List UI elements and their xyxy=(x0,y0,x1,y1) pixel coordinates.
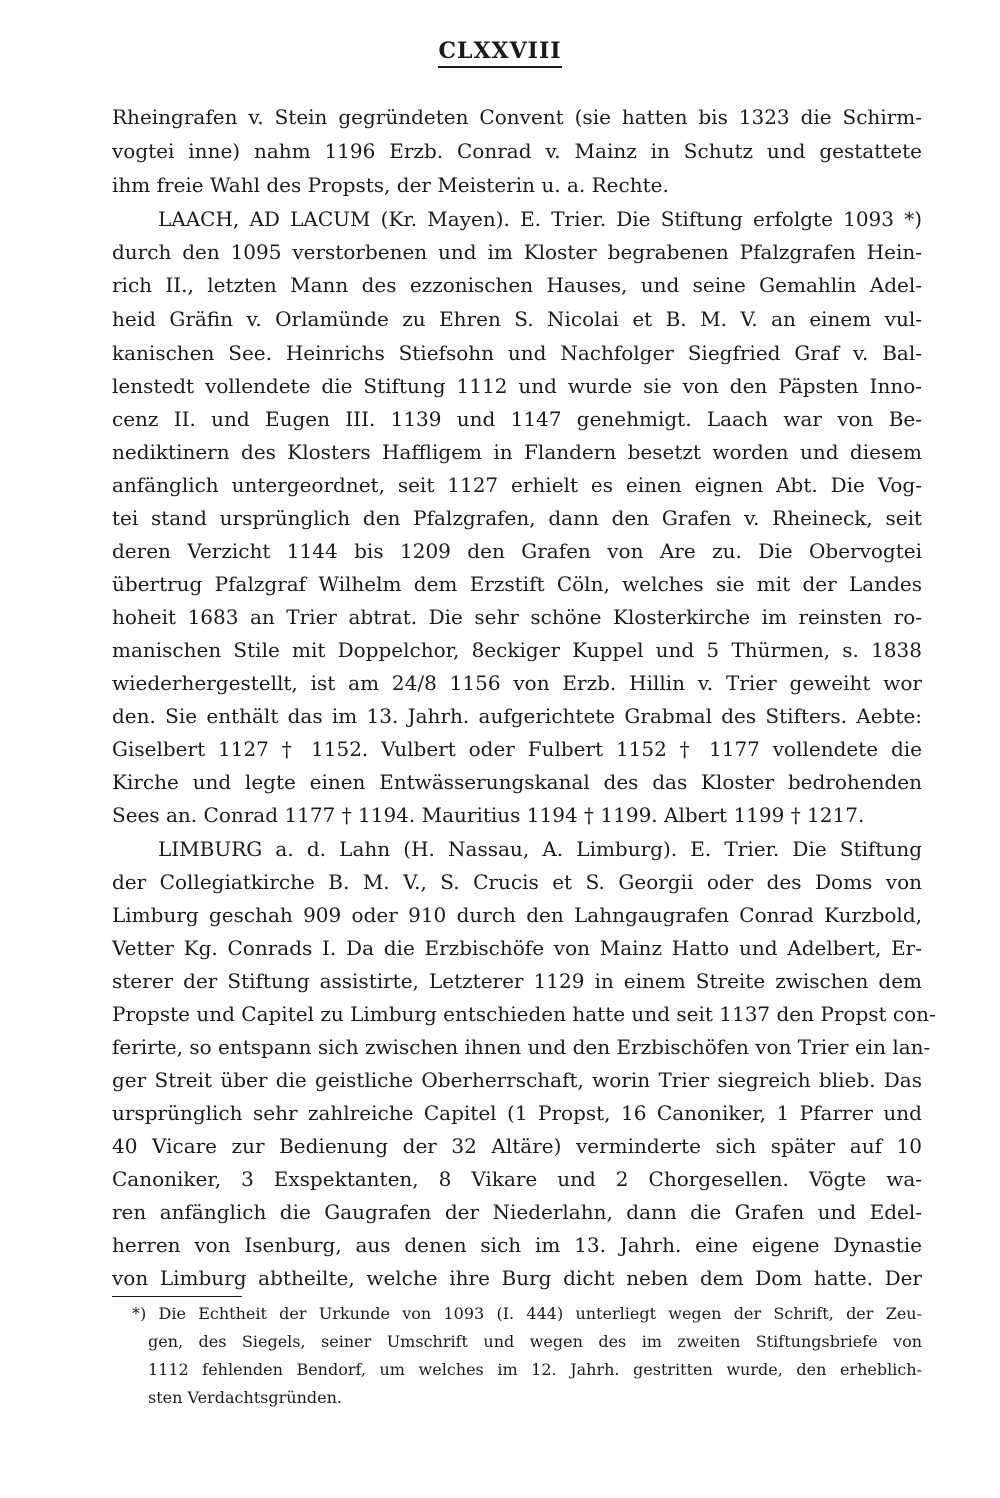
text-line: rich II., letzten Mann des ezzonischen Hauses, und seine Gemahlin Adel- xyxy=(112,273,922,297)
text-line: Canoniker, 3 Exspektanten, 8 Vikare und 2 Chorgesellen. Vögte wa- xyxy=(112,1167,922,1191)
text-line: durch den 1095 verstorbenen und im Kloster begrabenen Pfalzgrafen Hein- xyxy=(112,240,922,264)
text-line: der Collegiatkirche B. M. V., S. Crucis et S. Georgii oder des Doms von xyxy=(112,870,922,894)
text-line: Rheingrafen v. Stein gegründeten Convent (sie hatten bis 1323 die Schirm- xyxy=(112,105,922,129)
text-line: LIMBURG a. d. Lahn (H. Nassau, A. Limburg). E. Trier. Die Stiftung xyxy=(158,837,922,861)
text-line: Giselbert 1127 † 1152. Vulbert oder Fulbert 1152 † 1177 vollendete die xyxy=(112,737,922,761)
text-line: ihm freie Wahl des Propsts, der Meisterin u. a. Rechte. xyxy=(112,173,669,197)
footnote-divider xyxy=(112,1296,242,1297)
text-line: sterer der Stiftung assistirte, Letzterer 1129 in einem Streite zwischen dem xyxy=(112,969,922,993)
text-line: LAACH, AD LACUM (Kr. Mayen). E. Trier. Die Stiftung erfolgte 1093 *) xyxy=(158,207,922,231)
text-line: Kirche und legte einen Entwässerungskanal des das Kloster bedrohenden xyxy=(112,770,922,794)
text-line: tei stand ursprünglich den Pfalzgrafen, dann den Grafen v. Rheineck, seit xyxy=(112,506,922,530)
footnote-line: sten Verdachtsgründen. xyxy=(148,1388,342,1407)
text-line: ferirte, so entspann sich zwischen ihnen und den Erzbischöfen von Trier ein lan- xyxy=(112,1035,931,1059)
text-line: vogtei inne) nahm 1196 Erzb. Conrad v. Mainz in Schutz und gestattete xyxy=(112,139,922,163)
text-line: cenz II. und Eugen III. 1139 und 1147 genehmigt. Laach war von Be- xyxy=(112,407,922,431)
text-line: lenstedt vollendete die Stiftung 1112 und wurde sie von den Päpsten Inno- xyxy=(112,374,922,398)
text-line: 40 Vicare zur Bedienung der 32 Altäre) verminderte sich später auf 10 xyxy=(112,1134,922,1158)
text-line: nediktinern des Klosters Haffligem in Flandern besetzt worden und diesem xyxy=(112,440,922,464)
footnote-line: gen, des Siegels, seiner Umschrift und wegen des im zweiten Stiftungsbriefe von xyxy=(148,1332,922,1351)
text-line: wiederhergestellt, ist am 24/8 1156 von Erzb. Hillin v. Trier geweiht wor xyxy=(112,671,922,695)
text-line: kanischen See. Heinrichs Stiefsohn und Nachfolger Siegfried Graf v. Bal- xyxy=(112,341,922,365)
text-line: ren anfänglich die Gaugrafen der Niederlahn, dann die Grafen und Edel- xyxy=(112,1200,922,1224)
text-line: Propste und Capitel zu Limburg entschieden hatte und seit 1137 den Propst con- xyxy=(112,1002,936,1026)
text-line: ursprünglich sehr zahlreiche Capitel (1 Propst, 16 Canoniker, 1 Pfarrer und xyxy=(112,1101,922,1125)
text-line: heid Gräfin v. Orlamünde zu Ehren S. Nicolai et B. M. V. an einem vul- xyxy=(112,307,922,331)
footnote-line: *) Die Echtheit der Urkunde von 1093 (I. 444) unterliegt wegen der Schrift, der Zeu- xyxy=(132,1304,922,1323)
text-line: Sees an. Conrad 1177 † 1194. Mauritius 1194 † 1199. Albert 1199 † 1217. xyxy=(112,803,865,827)
text-line: übertrug Pfalzgraf Wilhelm dem Erzstift Cöln, welches sie mit der Landes xyxy=(112,572,922,596)
text-line: Vetter Kg. Conrads I. Da die Erzbischöfe von Mainz Hatto und Adelbert, Er- xyxy=(112,936,922,960)
page-number: CLXXVIII xyxy=(438,38,561,68)
text-line: von Limburg abtheilte, welche ihre Burg dicht neben dem Dom hatte. Der xyxy=(112,1266,922,1290)
text-line: deren Verzicht 1144 bis 1209 den Grafen von Are zu. Die Obervogtei xyxy=(112,539,922,563)
page-header xyxy=(0,38,1000,64)
text-line: manischen Stile mit Doppelchor, 8eckiger Kuppel und 5 Thürmen, s. 1838 xyxy=(112,638,922,662)
text-line: hoheit 1683 an Trier abtrat. Die sehr schöne Klosterkirche im reinsten ro- xyxy=(112,605,922,629)
footnote-line: 1112 fehlenden Bendorf, um welches im 12. Jahrh. gestritten wurde, den erheblich- xyxy=(148,1360,922,1379)
text-line: Limburg geschah 909 oder 910 durch den Lahngaugrafen Conrad Kurzbold, xyxy=(112,903,922,927)
text-line: ger Streit über die geistliche Oberherrschaft, worin Trier siegreich blieb. Das xyxy=(112,1068,922,1092)
text-line: den. Sie enthält das im 13. Jahrh. aufgerichtete Grabmal des Stifters. Aebte: xyxy=(112,704,922,728)
text-line: anfänglich untergeordnet, seit 1127 erhielt es einen eignen Abt. Die Vog- xyxy=(112,473,922,497)
text-line: herren von Isenburg, aus denen sich im 13. Jahrh. eine eigene Dynastie xyxy=(112,1233,922,1257)
